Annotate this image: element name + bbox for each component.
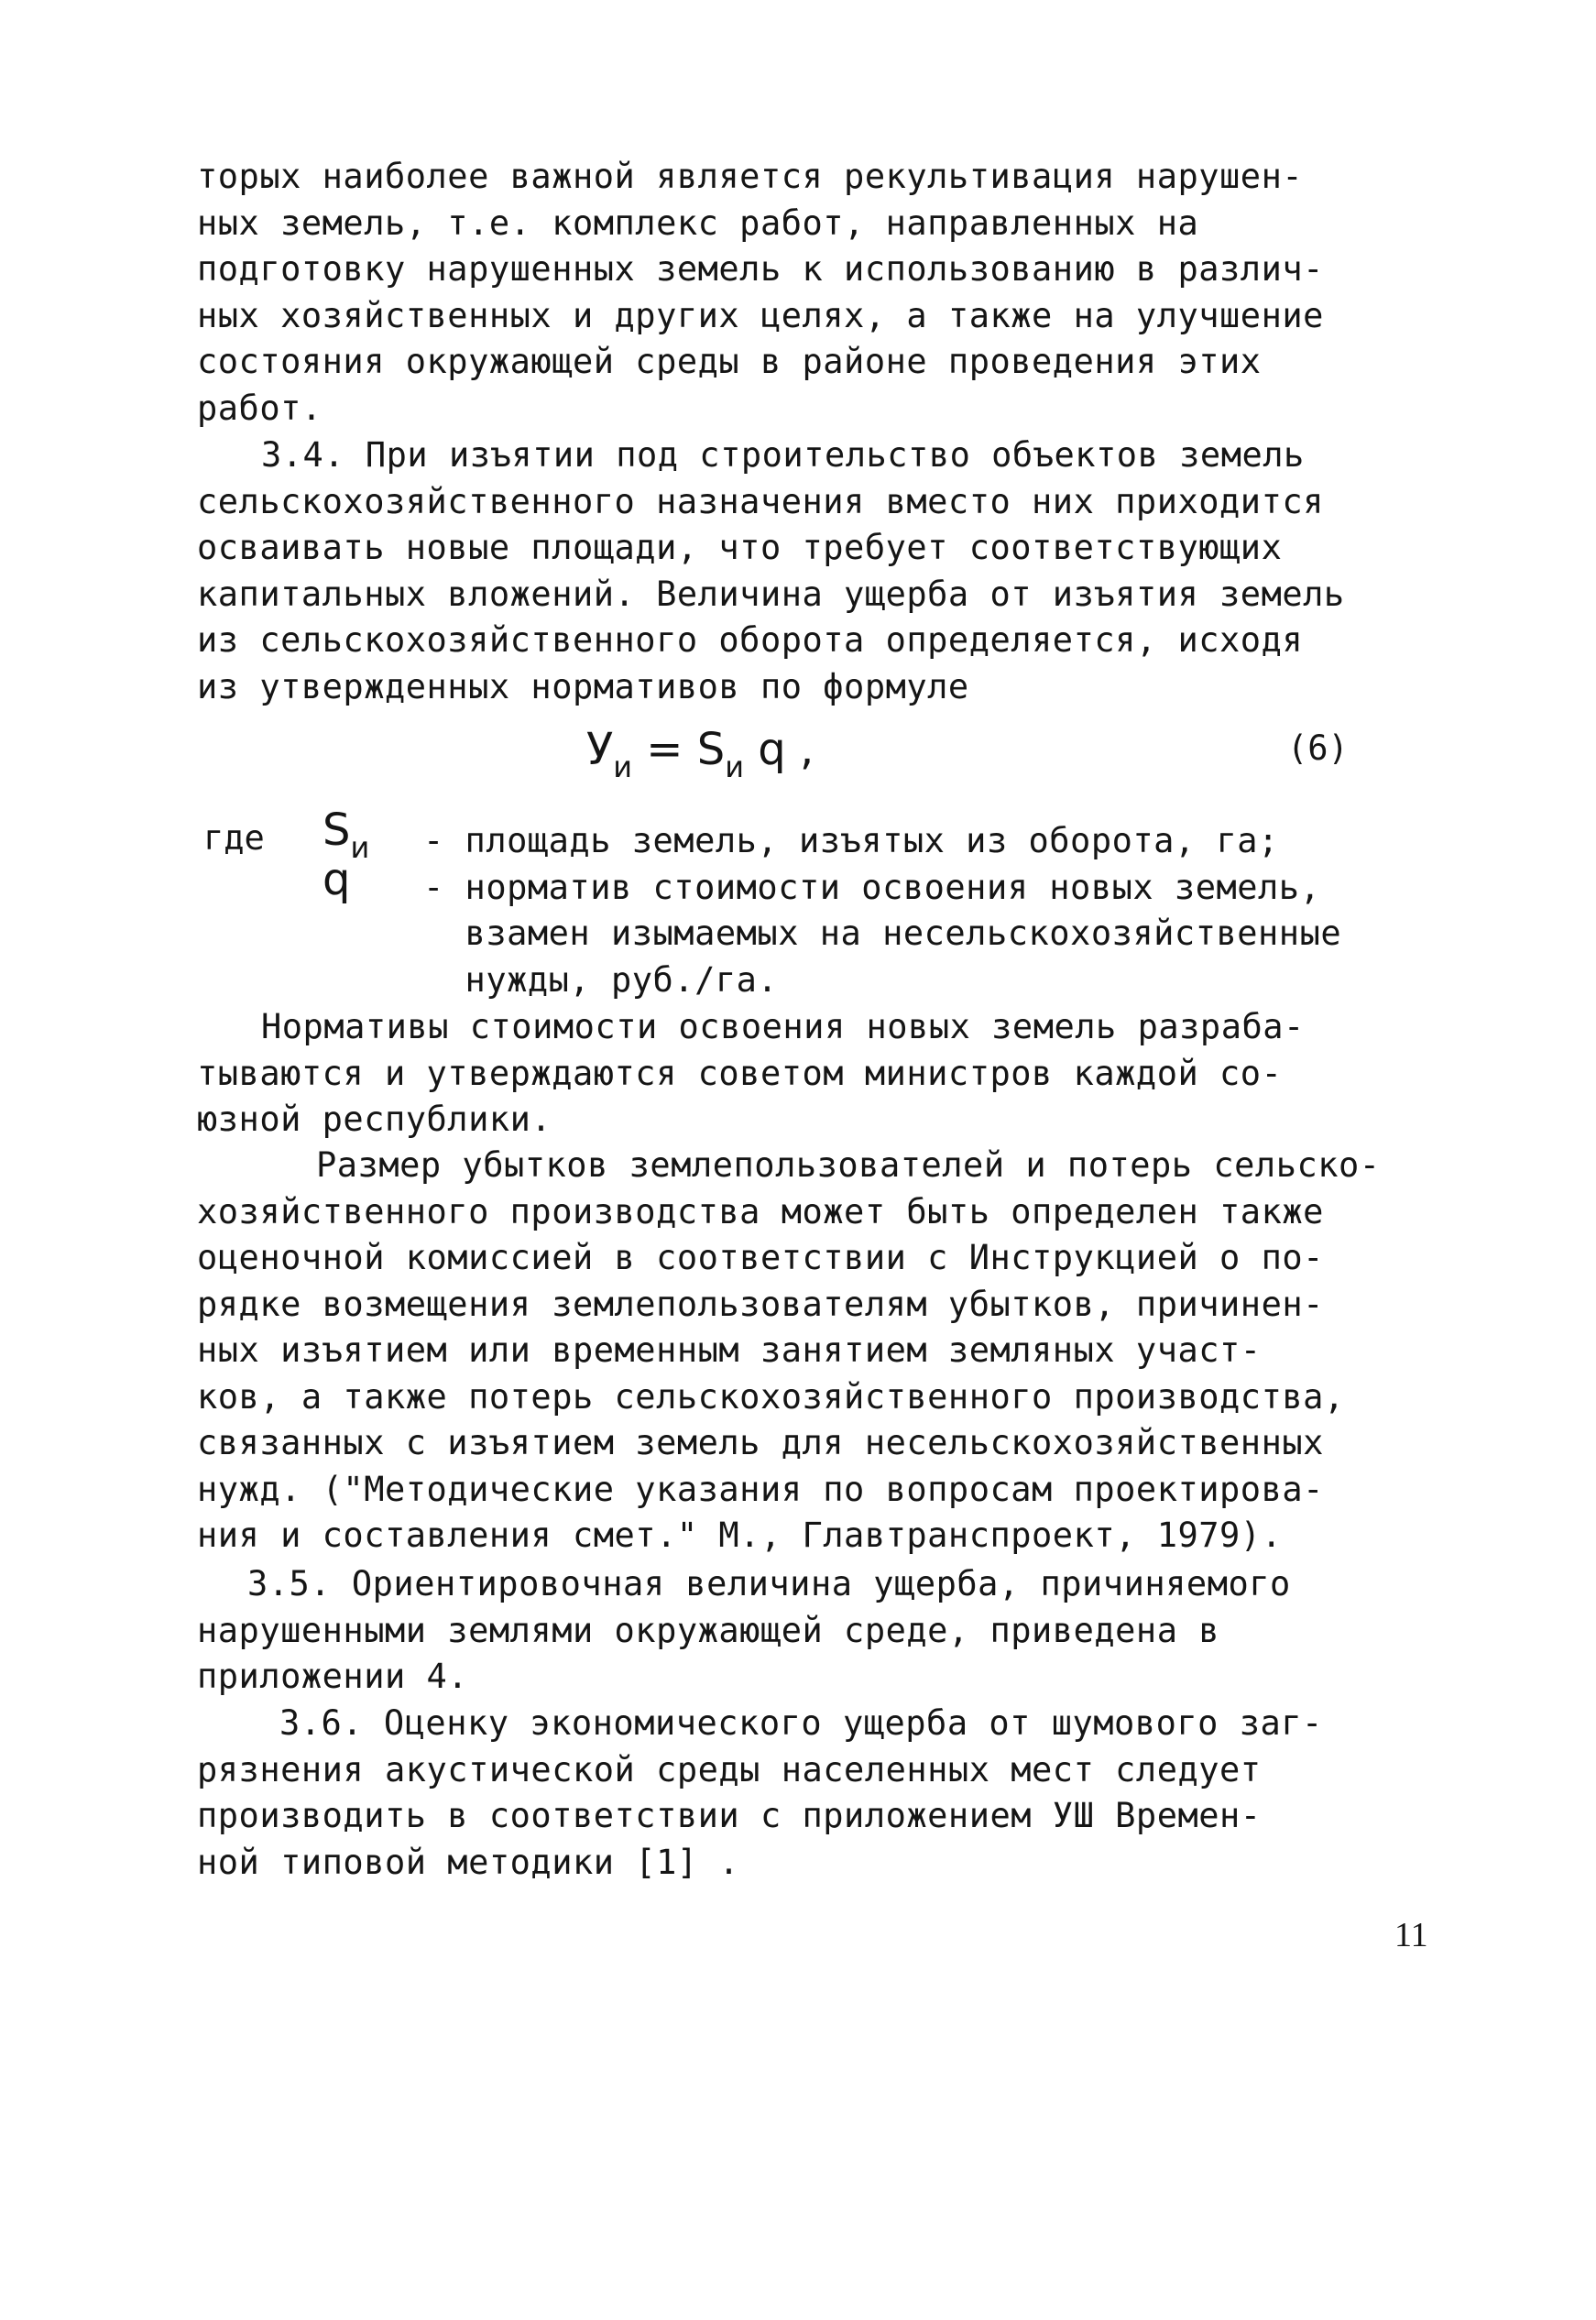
paragraph-3-5 (197, 1561, 1470, 1701)
formula-6 (586, 724, 814, 784)
text-line: нарушенными землями окружающей среде, приведена в (197, 1610, 1220, 1650)
equation-number: (6) (1287, 728, 1349, 768)
page-number: 11 (1394, 1916, 1428, 1954)
formula-q: q , (744, 724, 814, 775)
text-line: производить в соответствии с приложением УШ Времен- (197, 1796, 1262, 1835)
formula-equals: = (632, 724, 697, 775)
text-line: оценочной комиссией в соответствии с Инструкцией о по- (197, 1238, 1324, 1277)
text-line: приложении 4. (197, 1657, 469, 1696)
text-line: торых наиболее важной является рекультивация нарушен- (197, 157, 1304, 196)
where-label: где (203, 818, 265, 858)
variable-definitions (423, 818, 1477, 1003)
text-line: юзной республики. (197, 1100, 552, 1139)
text-line: из сельскохозяйственного оборота определяется, исходя (197, 620, 1304, 660)
text-line: капитальных вложений. Величина ущерба от изъятия земель (197, 574, 1345, 614)
text-line: нужды, руб./га. (423, 959, 779, 1000)
text-line: взамен изымаемых на несельскохозяйственные (423, 914, 1342, 953)
text-line: Размер убытков землепользователей и потерь сельско- (316, 1145, 1381, 1185)
text-line: состояния окружающей среды в районе проведения этих (197, 342, 1262, 381)
where-symbol-q (322, 854, 350, 905)
paragraph-3-4 (197, 432, 1470, 710)
text-line: ных изъятием или временным занятием земляных участ- (197, 1330, 1262, 1370)
text-line: 3.4. При изъятии под строительство объектов земель (261, 435, 1305, 475)
text-line: работ. (197, 388, 322, 428)
text-line: ной типовой методики [1] . (197, 1842, 740, 1882)
symbol-s-subscript: и (350, 830, 370, 865)
text-line: хозяйственного производства может быть определен также (197, 1191, 1324, 1231)
paragraph-losses (197, 1143, 1470, 1559)
formula-s-subscript: и (725, 750, 745, 784)
text-line: 3.5. Ориентировочная величина ущерба, причиняемого (247, 1564, 1291, 1603)
text-line: ных земель, т.е. комплекс работ, направленных на (197, 202, 1199, 243)
formula-s: S (696, 724, 726, 775)
symbol-s: S (322, 804, 351, 856)
text-line: из утвержденных нормативов по формуле (197, 666, 969, 706)
text-line: рядке возмещения землепользователям убытков, причинен- (197, 1284, 1324, 1324)
symbol-q: q (322, 854, 351, 905)
text-line: рязнения акустической среды населенных мест следует (197, 1749, 1262, 1789)
formula-lhs-subscript: и (613, 750, 633, 784)
text-line: ков, а также потерь сельскохозяйственного производства, (197, 1376, 1345, 1417)
text-line: ния и составления смет." М., Главтранспроект, 1979). (197, 1516, 1283, 1555)
text-line: нужд. ("Методические указания по вопросам проектирова- (197, 1469, 1324, 1509)
text-line: - площадь земель, изъятых из оборота, га; (423, 821, 1279, 860)
paragraph-intro (197, 154, 1470, 432)
text-line: связанных с изъятием земель для несельскохозяйственных (197, 1423, 1324, 1462)
text-line: ных хозяйственных и других целях, а также на улучшение (197, 295, 1324, 335)
text-line: сельскохозяйственного назначения вместо них приходится (197, 481, 1324, 521)
text-line: тываются и утверждаются советом министров каждой со- (197, 1053, 1283, 1093)
text-line: подготовку нарушенных земель к использованию в различ- (197, 249, 1324, 289)
text-line: Нормативы стоимости освоения новых земель разраба- (261, 1007, 1305, 1046)
paragraph-3-6 (197, 1701, 1470, 1886)
text-line: 3.6. Оценку экономического ущерба от шумового заг- (279, 1703, 1323, 1743)
formula-lhs: У (586, 724, 614, 775)
text-line: - норматив стоимости освоения новых земель, (423, 867, 1321, 907)
text-line: осваивать новые площади, что требует соответствующих (197, 528, 1283, 567)
where-symbol-s (322, 804, 370, 865)
paragraph-norms (197, 1004, 1470, 1144)
